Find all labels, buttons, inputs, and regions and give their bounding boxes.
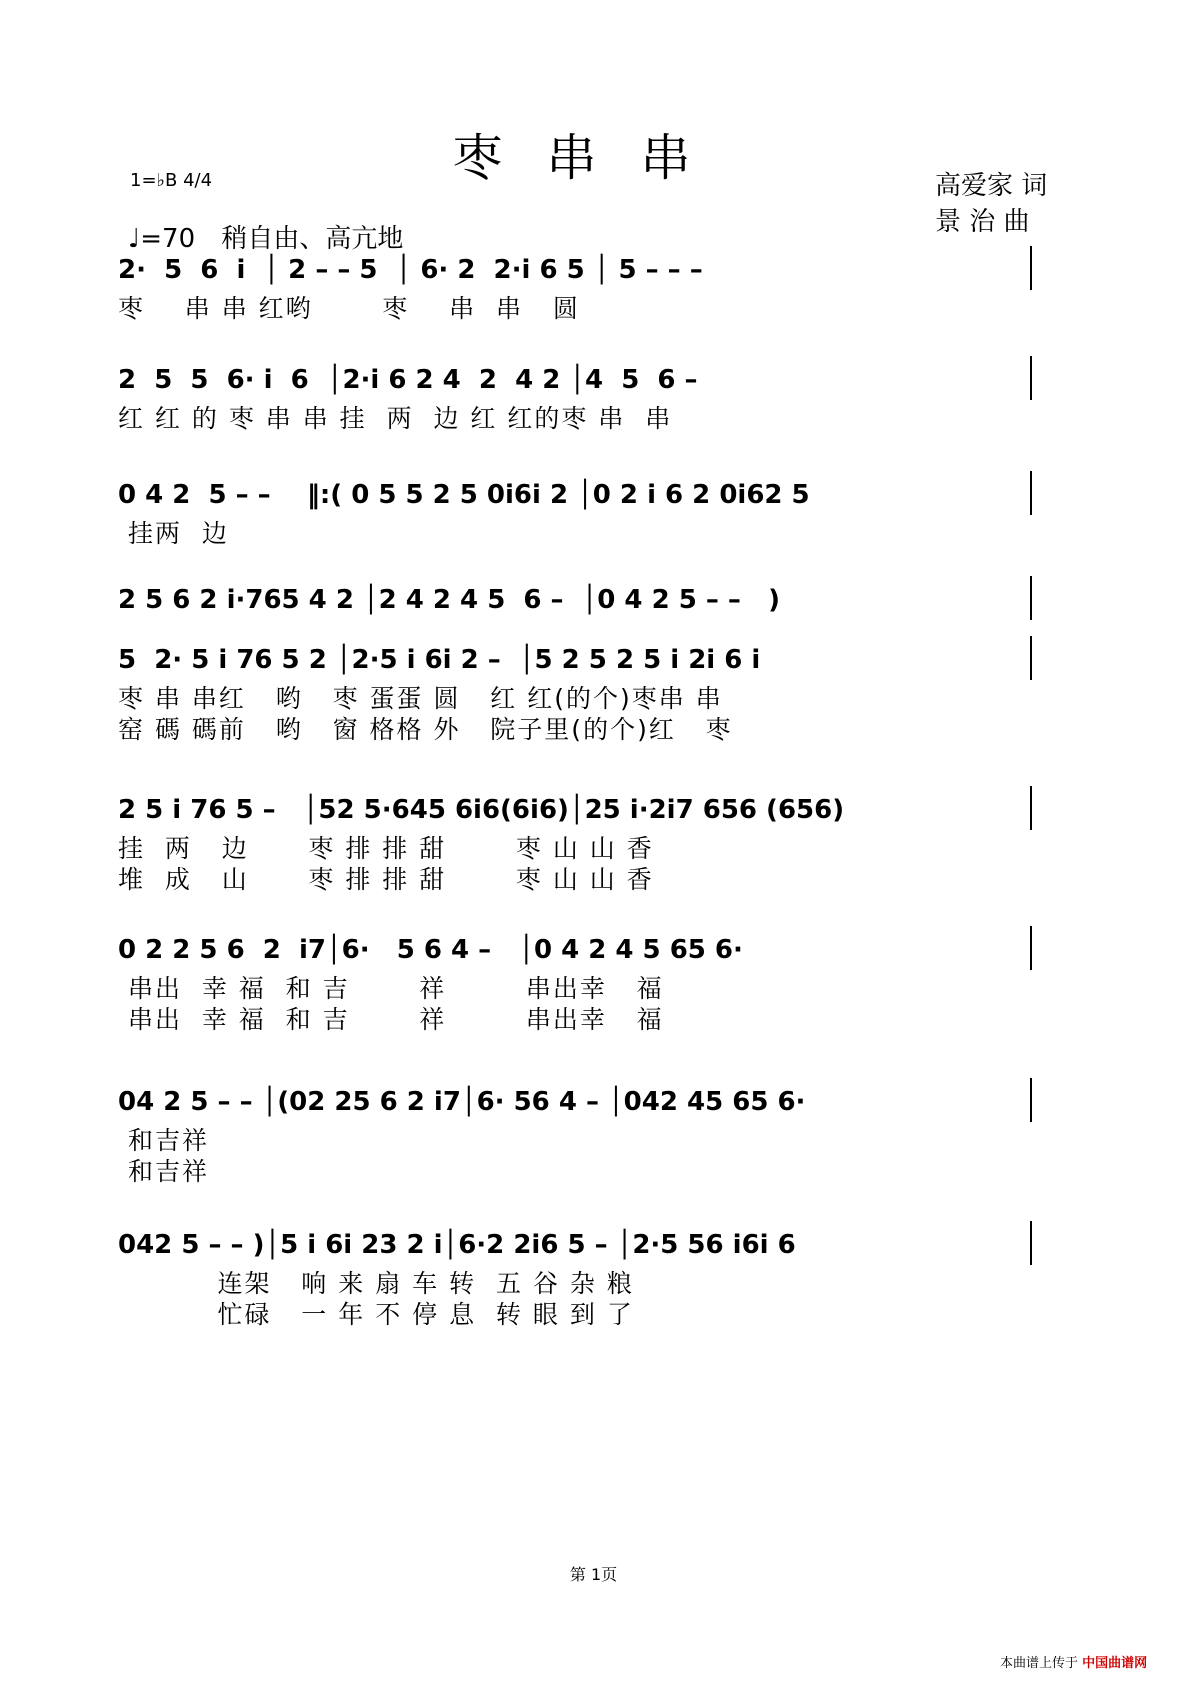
- lyric-line: 连架 响 来 扇 车 转 五 谷 杂 粮: [118, 1269, 634, 1298]
- barline: [1030, 1221, 1032, 1265]
- barline: [1030, 356, 1032, 400]
- lyricist: 高爱家 词: [935, 171, 1048, 201]
- page-title: 枣串串: [452, 129, 735, 187]
- barline: [1030, 471, 1032, 515]
- lyric-line: 堆 成 山 枣 排 排 甜 枣 山 山 香: [118, 865, 654, 894]
- lyric-line: 和吉祥: [118, 1157, 209, 1186]
- notation-line: 2 5 5 6· i 6 │2·i 6 2 4 2 4 2 │4 5 6 –: [118, 365, 698, 395]
- lyric-line: 枣 串 串 红哟 枣 串 串 圆: [118, 294, 580, 323]
- notation-line: 2· 5 6 i │ 2 – – 5 │ 6· 2 2·i 6 5 │ 5 – – –: [118, 255, 703, 285]
- lyric-line: 串出 幸 福 和 吉 祥 串出幸 福: [118, 974, 664, 1003]
- barline: [1030, 786, 1032, 830]
- notation-line: 0 2 2 5 6 2 i7│6· 5 6 4 – │0 4 2 4 5 65 6·: [118, 935, 743, 965]
- watermark: [1000, 1652, 1147, 1671]
- key-signature: 1=♭B 4/4: [130, 170, 213, 191]
- composer: 景 治 曲: [935, 207, 1030, 237]
- barline: [1030, 926, 1032, 970]
- lyric-line: 忙碌 一 年 不 停 息 转 眼 到 了: [118, 1300, 634, 1329]
- watermark-prefix: 本曲谱上传于: [1000, 1656, 1079, 1671]
- lyric-line: 红 红 的 枣 串 串 挂 两 边 红 红的枣 串 串: [118, 404, 673, 433]
- page-number: 第 1页: [569, 1565, 618, 1584]
- notation-line: 0 4 2 5 – – ‖:( 0 5 5 2 5 0i6i 2 │0 2 i 6 2 0i62 5: [118, 480, 810, 510]
- barline: [1030, 576, 1032, 620]
- notation-line: 2 5 6 2 i·765 4 2 │2 4 2 4 5 6 – │0 4 2 5 – – ): [118, 585, 780, 615]
- barline: [1030, 636, 1032, 680]
- barline: [1030, 1078, 1032, 1122]
- credits: [935, 168, 1047, 240]
- notation-line: 5 2· 5 i 76 5 2 │2·5 i 6i 2 – │5 2 5 2 5 i 2i 6 i: [118, 645, 761, 675]
- notation-line: 2 5 i 76 5 – │52 5·645 6i6(6i6)│25 i·2i7 656 (656): [118, 795, 845, 825]
- notation-line: 042 5 – – )│5 i 6i 23 2 i│6·2 2i6 5 – │2·5 56 i6i 6: [118, 1230, 796, 1260]
- lyric-line: 窑 碼 碼前 哟 窗 格格 外 院子里(的个)红 枣: [118, 715, 733, 744]
- watermark-site: 中国曲谱网: [1082, 1656, 1148, 1671]
- barline: [1030, 246, 1032, 290]
- tempo: ♩=70: [128, 224, 196, 254]
- notation-line: 04 2 5 – – │(02 25 6 2 i7│6· 56 4 – │042 45 65 6·: [118, 1087, 806, 1117]
- expression: 稍自由、高亢地: [221, 224, 404, 254]
- lyric-line: 和吉祥: [118, 1126, 209, 1155]
- lyric-line: 挂两 边: [118, 519, 229, 548]
- lyric-line: 挂 两 边 枣 排 排 甜 枣 山 山 香: [118, 834, 654, 863]
- lyric-line: 枣 串 串红 哟 枣 蛋蛋 圆 红 红(的个)枣串 串: [118, 684, 723, 713]
- lyric-line: 串出 幸 福 和 吉 祥 串出幸 福: [118, 1005, 664, 1034]
